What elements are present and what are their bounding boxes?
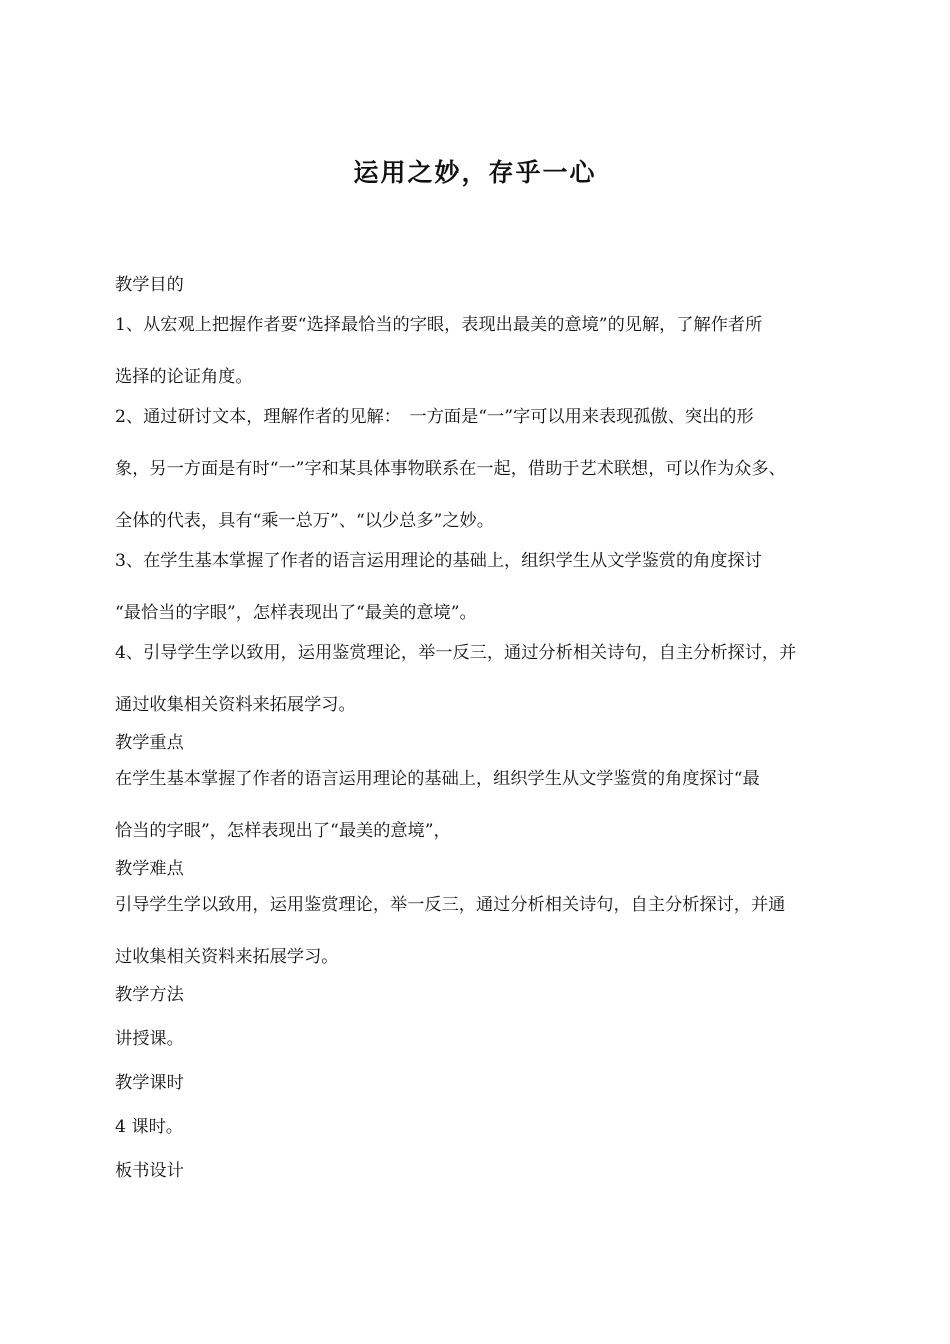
section-heading-key-points: 教学重点 <box>115 733 184 753</box>
objective-2-line-1: 2、通过研讨文本，理解作者的见解： 一方面是“一”字可以用来表现孤傲、突出的形 <box>115 407 754 427</box>
section-heading-board-design: 板书设计 <box>115 1161 184 1181</box>
difficulties-line-1: 引导学生学以致用，运用鉴赏理论，举一反三，通过分析相关诗句，自主分析探讨，并通 <box>115 895 786 915</box>
objective-1-line-1: 1、从宏观上把握作者要“选择最恰当的字眼，表现出最美的意境”的见解，了解作者所 <box>115 315 763 335</box>
method-text: 讲授课。 <box>115 1029 184 1049</box>
objective-4-line-1: 4、引导学生学以致用，运用鉴赏理论，举一反三，通过分析相关诗句，自主分析探讨，并 <box>115 643 797 663</box>
section-heading-objectives: 教学目的 <box>115 275 184 295</box>
section-heading-method: 教学方法 <box>115 985 184 1005</box>
objective-3-line-2: “最恰当的字眼”，怎样表现出了“最美的意境”。 <box>115 603 477 623</box>
document-title: 运用之妙，存乎一心 <box>353 158 597 187</box>
key-points-line-2: 恰当的字眼”，怎样表现出了“最美的意境”， <box>115 821 451 841</box>
objective-2-line-2: 象，另一方面是有时“一”字和某具体事物联系在一起，借助于艺术联想，可以作为众多、 <box>115 459 786 479</box>
objective-2-line-3: 全体的代表，具有“乘一总万”、“以少总多”之妙。 <box>115 511 494 531</box>
difficulties-line-2: 过收集相关资料来拓展学习。 <box>115 947 339 967</box>
objective-3-line-1: 3、在学生基本掌握了作者的语言运用理论的基础上，组织学生从文学鉴赏的角度探讨 <box>115 551 762 571</box>
section-heading-hours: 教学课时 <box>115 1073 184 1093</box>
hours-text: 4 课时。 <box>115 1117 183 1137</box>
key-points-line-1: 在学生基本掌握了作者的语言运用理论的基础上，组织学生从文学鉴赏的角度探讨“最 <box>115 769 760 789</box>
document-body <box>115 270 855 1196</box>
objective-1-line-2: 选择的论证角度。 <box>115 367 253 387</box>
objective-4-line-2: 通过收集相关资料来拓展学习。 <box>115 695 356 715</box>
section-heading-difficulties: 教学难点 <box>115 859 184 879</box>
